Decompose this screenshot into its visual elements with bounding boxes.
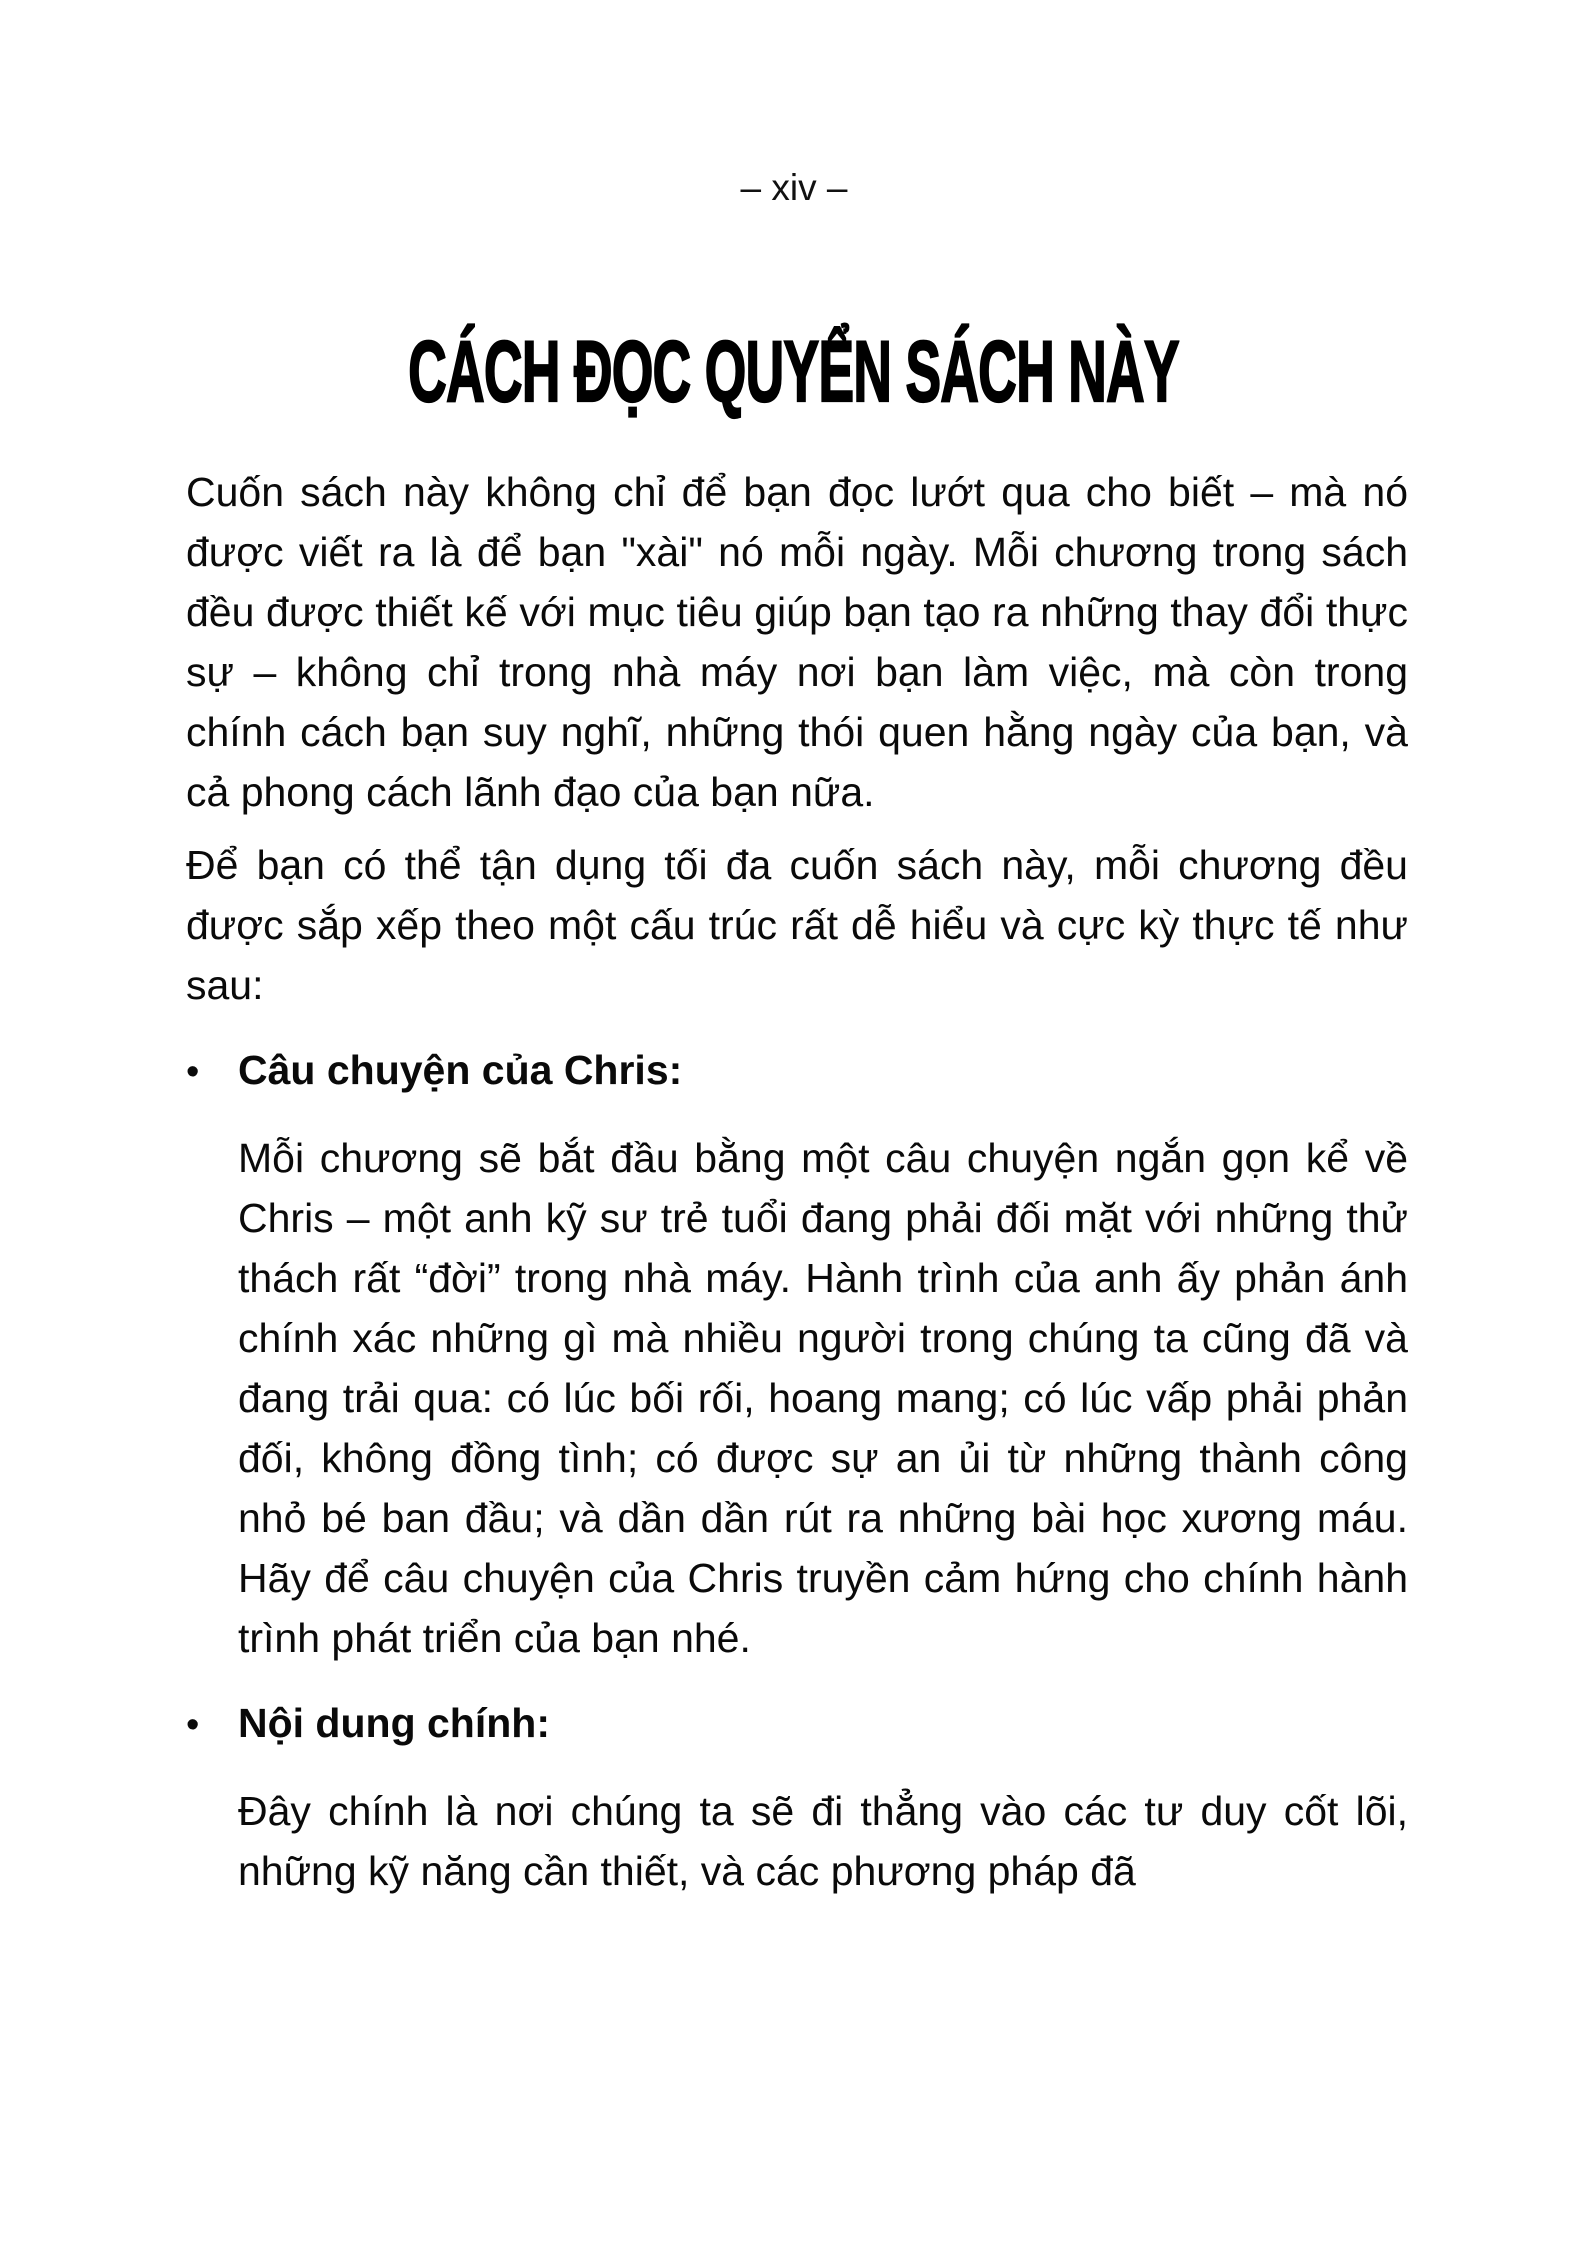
bullet-heading-chris-story: Câu chuyện của Chris: xyxy=(238,1047,683,1093)
bullet-dot-icon: • xyxy=(186,1704,200,1746)
chapter-title: CÁCH ĐỌC QUYỂN SÁCH NÀY xyxy=(408,324,1180,420)
bullet-head xyxy=(186,1693,1408,1755)
paragraph-intro-2: Để bạn có thể tận dụng tối đa cuốn sách này, mỗi chương đều được sắp xếp theo một cấu trúc rất dễ hiểu và cực kỳ thực tế như sau: xyxy=(186,842,1408,1008)
bullet-heading-main-content: Nội dung chính: xyxy=(238,1700,550,1746)
bullet-head xyxy=(186,1040,1408,1102)
bullet-body-main-content: Đây chính là nơi chúng ta sẽ đi thẳng vào các tư duy cốt lõi, những kỹ năng cần thiết, và các phương pháp đã xyxy=(238,1788,1408,1894)
page-number: – xiv – xyxy=(740,167,848,208)
bullet-item-chris-story xyxy=(186,1040,1408,1668)
paragraph-intro-1: Cuốn sách này không chỉ để bạn đọc lướt qua cho biết – mà nó được viết ra là để bạn "xài" nó mỗi ngày. Mỗi chương trong sách đều được thiết kế với mục tiêu giúp bạn tạo ra những thay đổi thực sự – không chỉ trong nhà máy nơi bạn làm việc, mà còn trong chính cách bạn suy nghĩ, những thói quen hằng ngày của bạn, và cả phong cách lãnh đạo của bạn nữa. xyxy=(186,469,1408,815)
bullet-body-chris-story: Mỗi chương sẽ bắt đầu bằng một câu chuyện ngắn gọn kể về Chris – một anh kỹ sư trẻ tuổi đang phải đối mặt với những thử thách rất “đời” trong nhà máy. Hành trình của anh ấy phản ánh chính xác những gì mà nhiều người trong chúng ta cũng đã và đang trải qua: có lúc bối rối, hoang mang; có lúc vấp phải phản đối, không đồng tình; có được sự an ủi từ những thành công nhỏ bé ban đầu; và dần dần rút ra những bài học xương máu. Hãy để câu chuyện của Chris truyền cảm hứng cho chính hành trình phát triển của bạn nhé. xyxy=(238,1135,1408,1661)
bullet-dot-icon: • xyxy=(186,1051,200,1093)
chapter-title-wrap xyxy=(0,326,1588,418)
body-text xyxy=(186,462,1408,1901)
bullet-item-main-content xyxy=(186,1693,1408,1901)
